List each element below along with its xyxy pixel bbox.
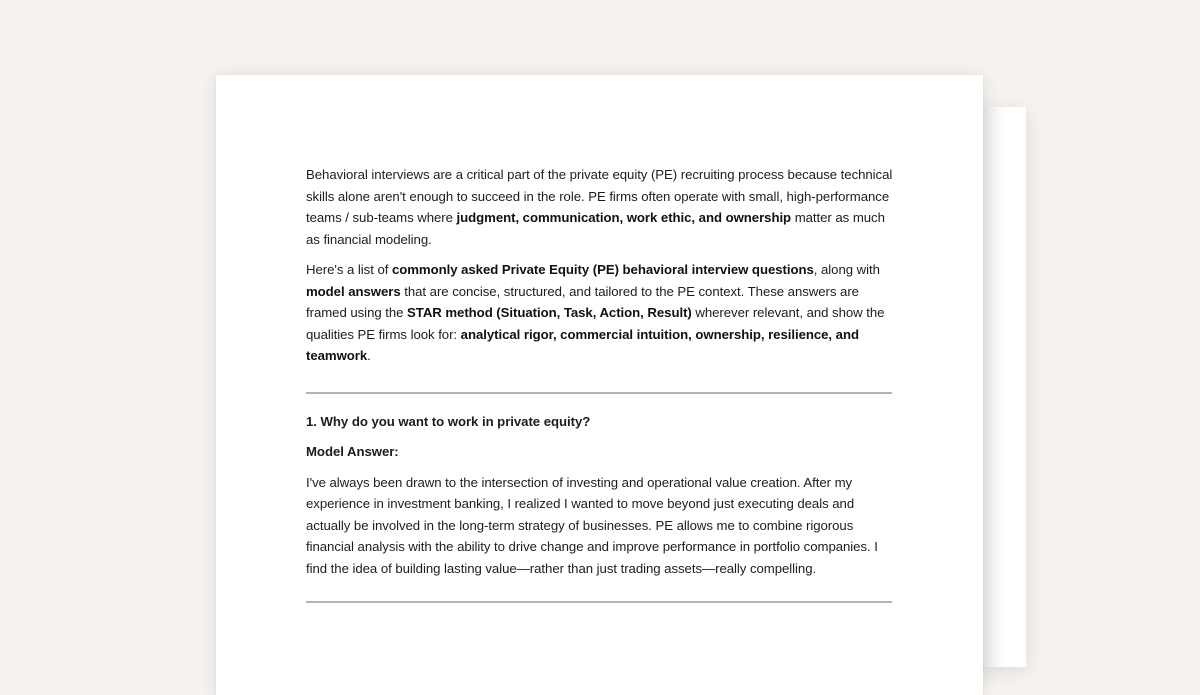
model-answer-text: I've always been drawn to the intersection of investing and operational value creation. After my experience in investment banking, I realized I wanted to move beyond just executing deals and actually be involved in the long-term strategy of businesses. PE allows me to combine rigorous financial analysis with the ability to drive change and improve performance in portfolio companies. I find the idea of building lasting value—rather than just trading assets—really compelling. [306, 474, 878, 576]
intro-2-text-1: Here's a list of [306, 262, 392, 277]
intro-2-bold-4: analytical rigor, commercial intuition, ownership, resilience, and teamwork [306, 326, 859, 363]
question-title: 1. Why do you want to work in private equity? [306, 413, 591, 429]
intro-1-text-1: Behavioral interviews are a critical part of the private equity (PE) recruiting process because technical skills alone aren't enough to succeed in the role. PE firms often operate with small, high-performance teams / sub-teams where [306, 167, 893, 225]
intro-2-bold-1: commonly asked Private Equity (PE) behavioral interview questions [391, 262, 814, 277]
intro-2-text-4: wherever relevant, and show the qualities PE firms look for: [306, 305, 885, 342]
intro-paragraph-2 [306, 259, 894, 367]
intro-1-bold-1: judgment, communication, work ethic, and ownership [456, 210, 792, 225]
intro-2-text-3: that are concise, structured, and tailored to the PE context. These answers are framed using the [306, 283, 859, 320]
section-divider [306, 601, 892, 603]
intro-1-text-2: matter as much as financial modeling. [306, 210, 885, 247]
intro-2-text-5: . [367, 348, 371, 363]
document-content [306, 164, 894, 620]
intro-2-bold-2: model answers [306, 283, 401, 299]
document-page [216, 75, 983, 695]
model-answer-label: Model Answer: [306, 444, 399, 459]
intro-2-text-2: , along with [813, 262, 880, 277]
question-block [306, 411, 894, 580]
intro-2-bold-3: STAR method (Situation, Task, Action, Result) [407, 305, 692, 320]
intro-paragraph-1 [306, 164, 894, 250]
section-divider [306, 392, 892, 394]
